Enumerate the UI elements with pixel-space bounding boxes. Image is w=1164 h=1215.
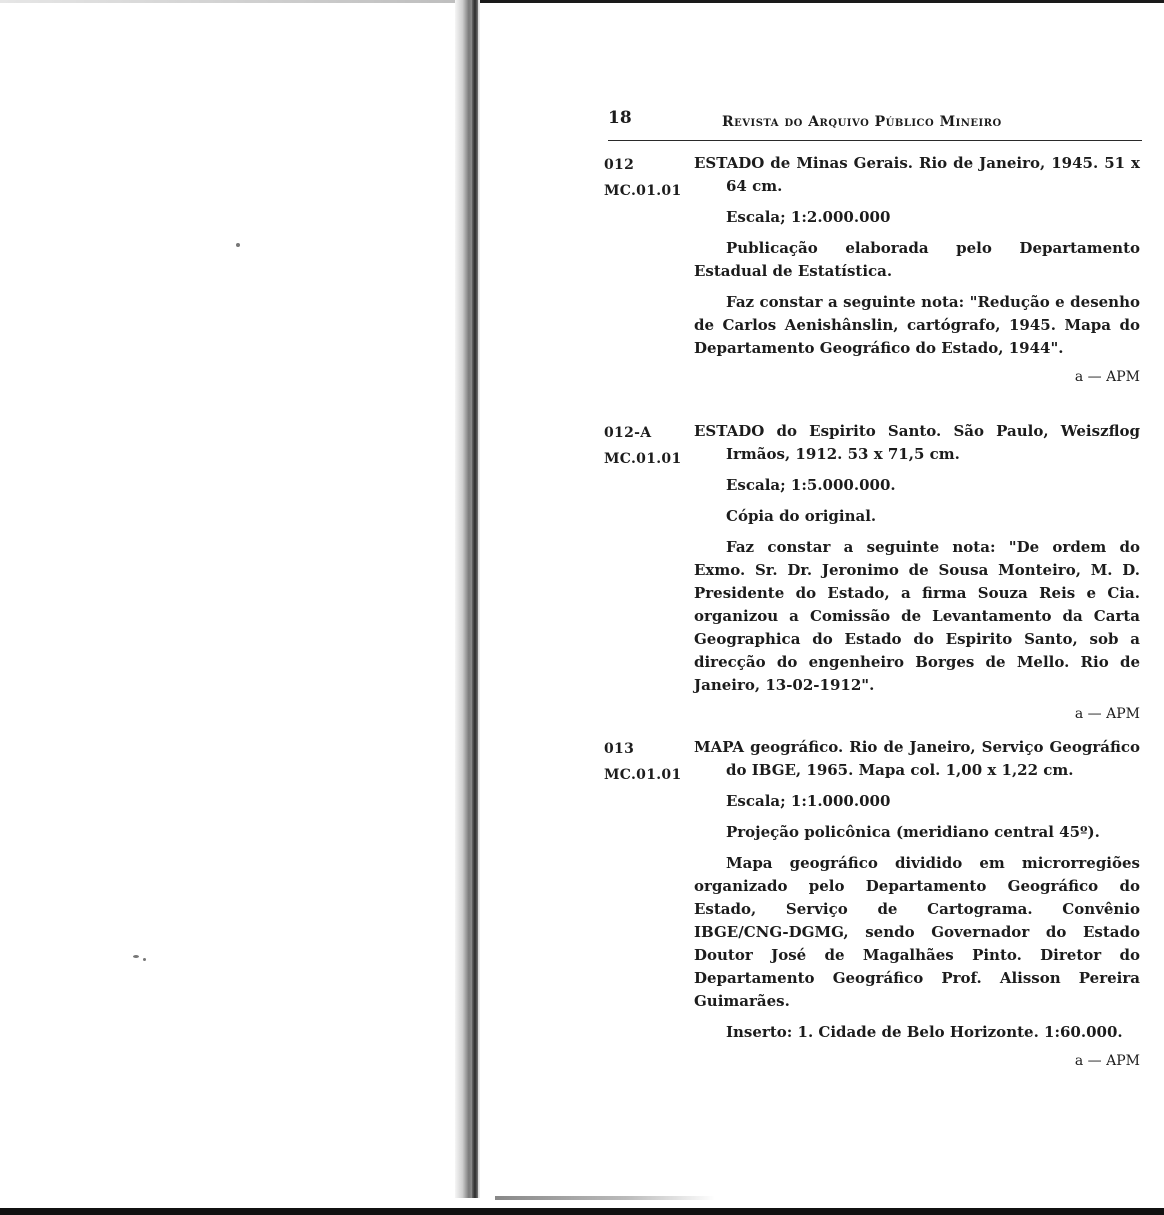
- entry-code: MC.01.01: [604, 767, 682, 783]
- entry-number: 012-A: [604, 425, 652, 441]
- entry-source: a — APM: [1074, 369, 1140, 385]
- entry-note: Faz constar a seguinte nota: "De ordem do Exmo. Sr. Dr. Jeronimo de Sousa Monteiro, M. D. Presidente do Estado, a firma Souza Reis e Cia. organizou a Comissão de Levantamento da Carta Geographica do Estado do Espirito Santo, sob a direcção do engenheiro Borges de Mello. Rio de Janeiro, 13-02-1912".: [694, 538, 1140, 694]
- entry-code: MC.01.01: [604, 451, 682, 467]
- entry-number: 013: [604, 741, 635, 757]
- page-header: [608, 108, 1142, 141]
- scan-speck: [143, 958, 146, 961]
- entry-paragraph: Projeção policônica (meridiano central 45º).: [726, 823, 1100, 841]
- entry-insert: Inserto: 1. Cidade de Belo Horizonte. 1:60.000.: [726, 1023, 1123, 1041]
- scan-speck: [133, 955, 139, 958]
- entry-body: [694, 420, 1140, 726]
- entry-title: MAPA geográfico. Rio de Janeiro, Serviço Geográfico do IBGE, 1965. Mapa col. 1,00 x 1,22 cm.: [694, 738, 1140, 779]
- scan-bottom-shadow: [495, 1196, 715, 1200]
- entry-number: 012: [604, 157, 635, 173]
- entry-body: [694, 152, 1140, 389]
- entry-source: a — APM: [1074, 1053, 1140, 1069]
- journal-title: Revista do Arquivo Público Mineiro: [722, 114, 1002, 130]
- entry-scale: Escala; 1:1.000.000: [726, 792, 891, 810]
- entry-id: [604, 420, 682, 472]
- entry-scale: Escala; 1:5.000.000.: [726, 476, 896, 494]
- entry-scale: Escala; 1:2.000.000: [726, 208, 891, 226]
- entry-source: a — APM: [1074, 706, 1140, 722]
- scan-speck: [236, 243, 240, 247]
- entry-id: [604, 152, 682, 204]
- entry-id: [604, 736, 682, 788]
- book-gutter-shadow: [472, 0, 478, 1198]
- entry-title: ESTADO do Espirito Santo. São Paulo, Weiszflog Irmãos, 1912. 53 x 71,5 cm.: [694, 422, 1140, 463]
- entry-code: MC.01.01: [604, 183, 682, 199]
- entry-note: Faz constar a seguinte nota: "Redução e desenho de Carlos Aenishânslin, cartógrafo, 1945. Mapa do Departamento Geográfico do Estado, 1944".: [694, 293, 1140, 357]
- scan-top-edge: [0, 0, 1164, 3]
- entry-title: ESTADO de Minas Gerais. Rio de Janeiro, 1945. 51 x 64 cm.: [694, 154, 1140, 195]
- page-number: 18: [608, 108, 632, 128]
- entry-paragraph: Cópia do original.: [726, 507, 877, 525]
- entry-paragraph: Publicação elaborada pelo Departamento Estadual de Estatística.: [694, 239, 1140, 280]
- scan-bottom-edge: [0, 1208, 1164, 1215]
- entry-note: Mapa geográfico dividido em microrregiões organizado pelo Departamento Geográfico do Estado, Serviço de Cartograma. Convênio IBGE/CNG-DGMG, sendo Governador do Estado Doutor José de Magalhães Pinto. Diretor do Departamento Geográfico Prof. Alisson Pereira Guimarães.: [694, 854, 1140, 1010]
- entry-body: [694, 736, 1140, 1073]
